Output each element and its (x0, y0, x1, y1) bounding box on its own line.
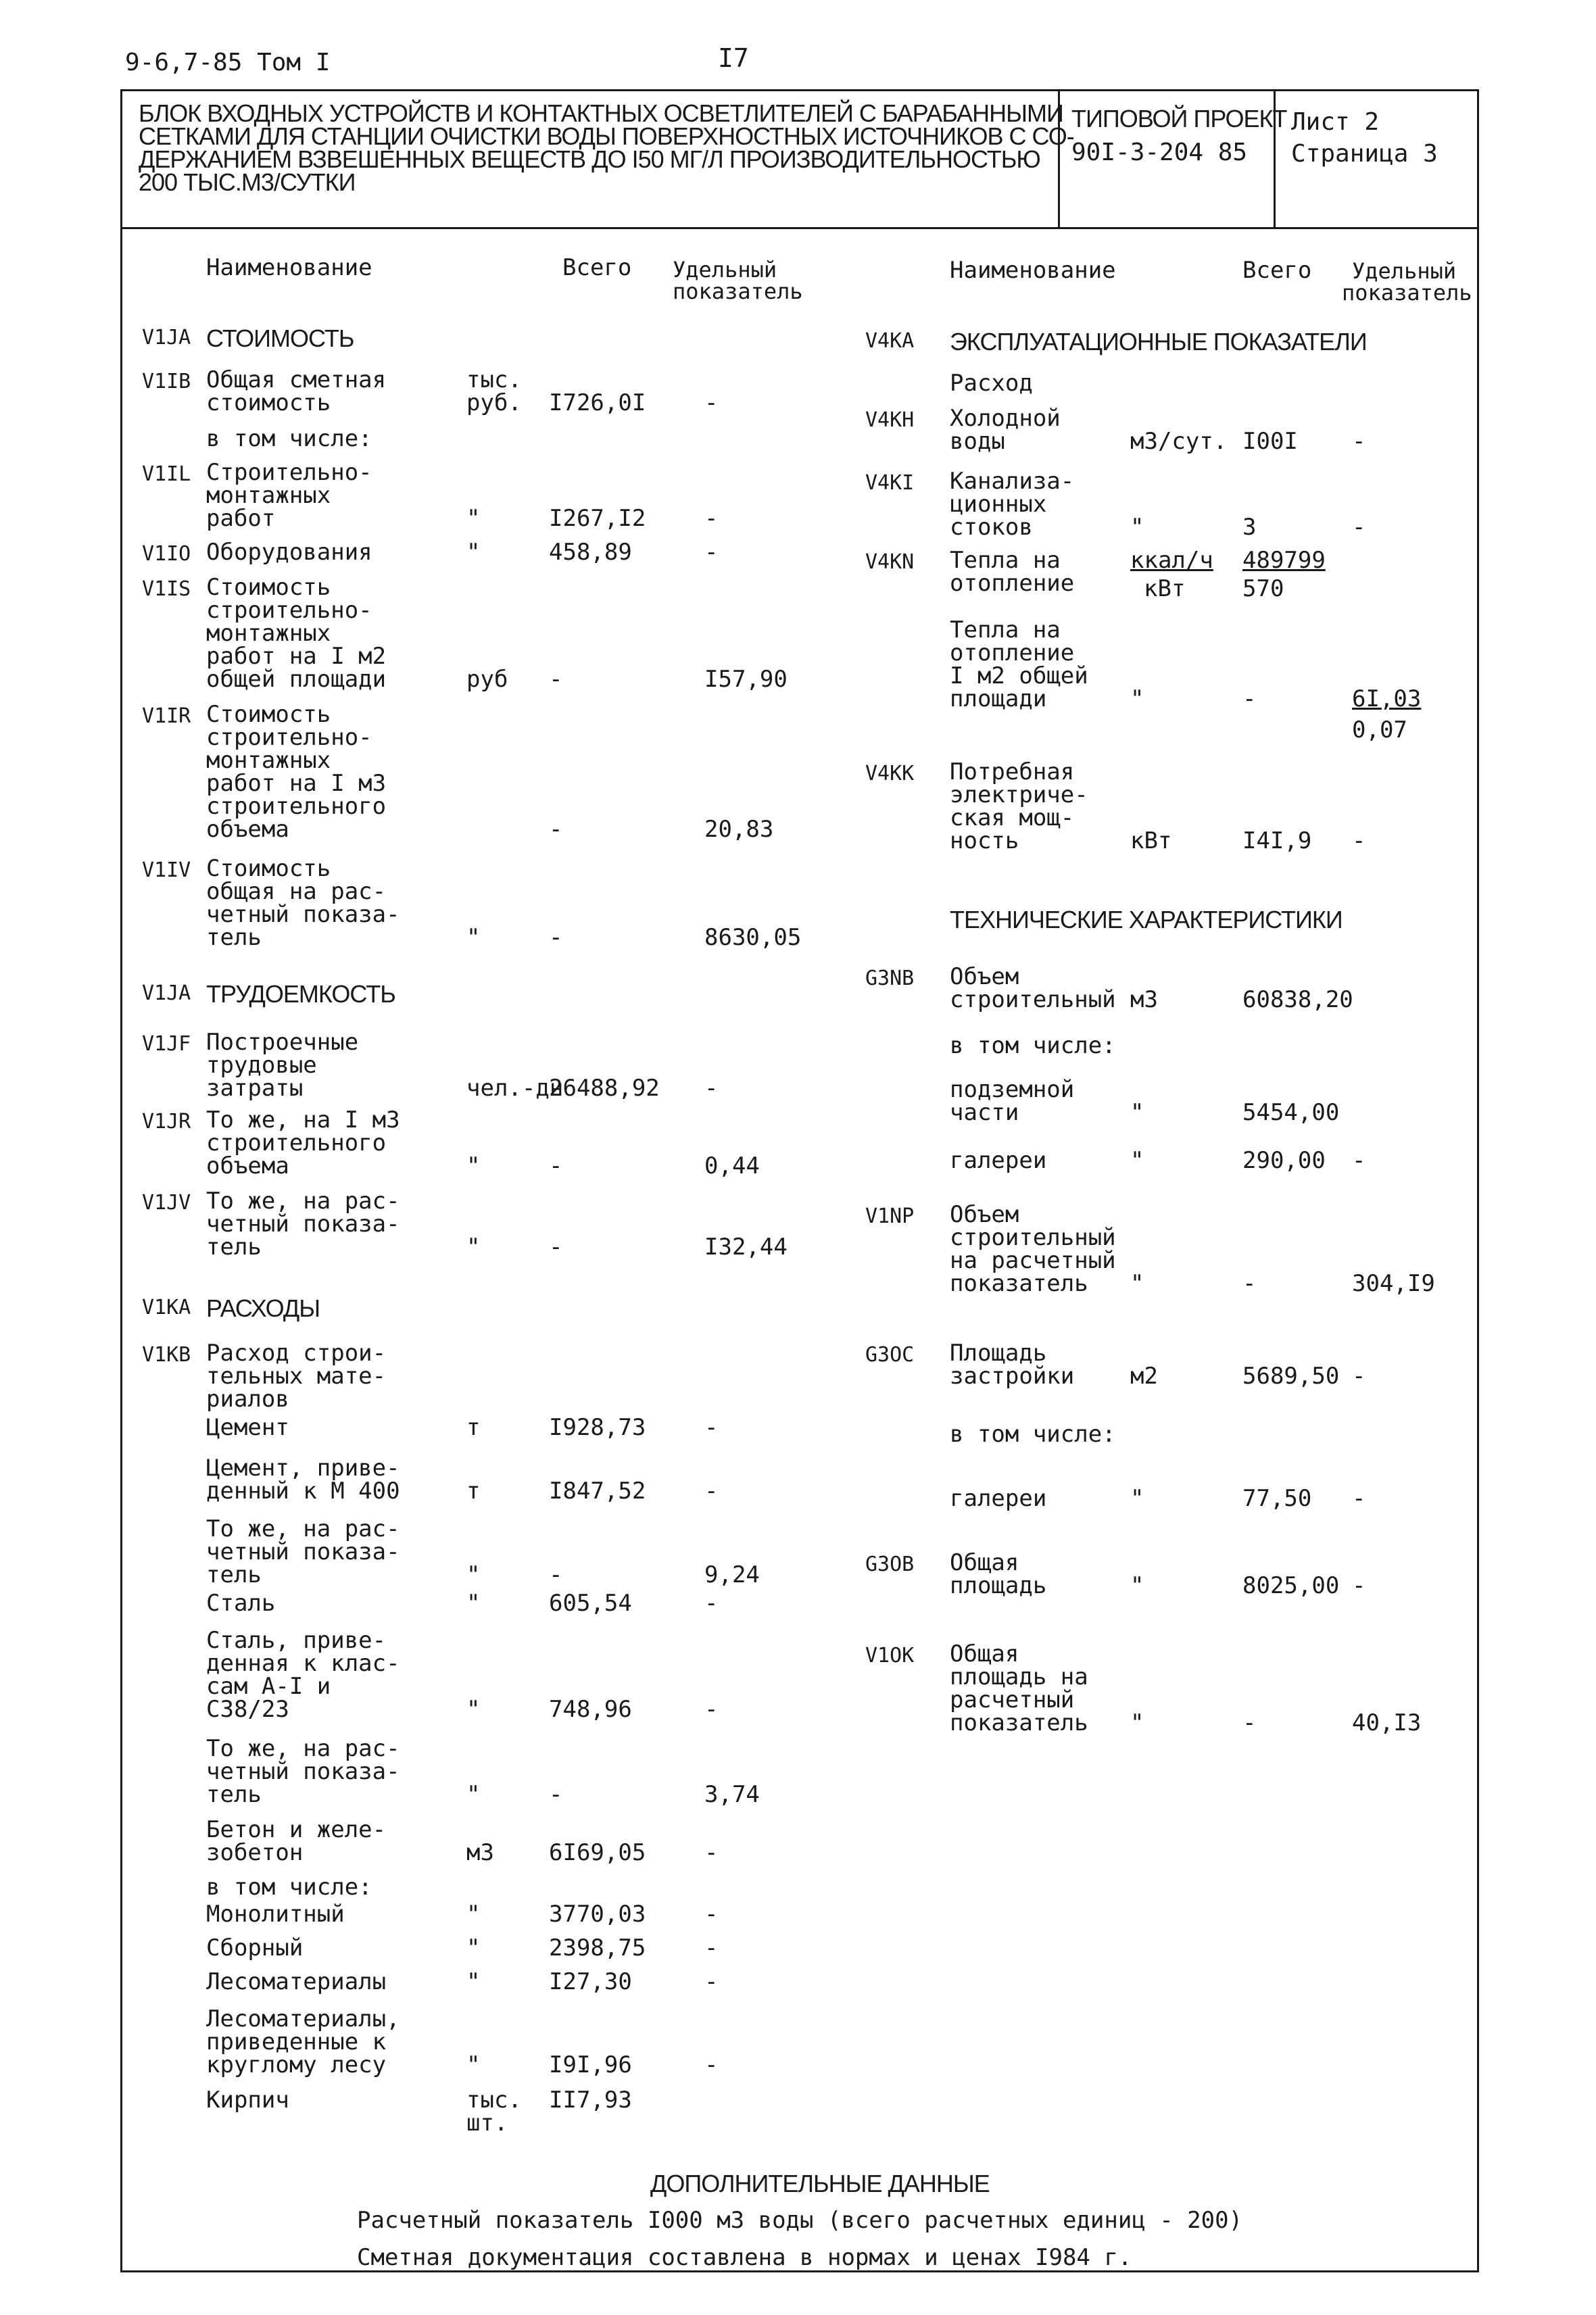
right-row-name: Расход (950, 370, 1033, 397)
left-row-name: Кирпич (206, 2087, 289, 2114)
left-row-name: тель (206, 1234, 262, 1261)
column-header-name: Наименование (950, 257, 1116, 284)
right-row-unit: м3/сут. (1130, 428, 1228, 455)
left-row-name: четный показа- (206, 1538, 400, 1565)
left-row-name: общей площади (206, 666, 387, 693)
left-row-name: Стоимость (206, 574, 331, 601)
left-row-name: С38/23 (206, 1696, 289, 1723)
right-row-unit: " (1130, 1485, 1144, 1512)
left-row-name: Лесоматериалы, (206, 2005, 400, 2032)
column-header-specific: показатель (673, 278, 803, 304)
left-row-code: V1KA (142, 1296, 191, 1319)
left-row-name: То же, на рас- (206, 1188, 400, 1215)
right-row-total: 489799 (1242, 547, 1326, 574)
right-row-code: V4KN (865, 550, 915, 574)
left-row-code: V1KB (142, 1343, 191, 1367)
left-row-name: То же, на рас- (206, 1515, 400, 1542)
right-row-name: Общая (950, 1640, 1019, 1667)
left-row-spec: - (704, 1901, 719, 1928)
left-row-total: 2398,75 (549, 1934, 646, 1961)
left-row-unit: " (466, 505, 481, 532)
left-row-name: Расход строи- (206, 1340, 387, 1367)
right-row-unit: " (1130, 685, 1144, 712)
left-row-name: Строительно- (206, 459, 372, 486)
left-row-code: V1IL (142, 462, 191, 486)
footer-line: Сметная документация составлена в нормах и ценах I984 г. (357, 2244, 1132, 2271)
project-label: ТИПОВОЙ ПРОЕКТ (1071, 105, 1287, 132)
column-header-specific: показатель (1342, 280, 1472, 306)
left-row-code: V1JA (142, 326, 191, 349)
right-row-name: в том числе: (950, 1421, 1116, 1448)
right-row-spec: 0,07 (1352, 716, 1407, 744)
left-row-unit: чел.-дн (466, 1075, 564, 1102)
right-row-name: отопление (950, 570, 1075, 597)
left-row-name: денный к М 400 (206, 1478, 400, 1505)
right-row-spec: 40,I3 (1352, 1709, 1422, 1736)
right-row-spec: - (1352, 827, 1366, 854)
right-row-unit: " (1130, 1147, 1144, 1174)
left-row-name: круглому лесу (206, 2051, 387, 2078)
right-row-name: Общая (950, 1549, 1019, 1576)
right-row-name: в том числе: (950, 1032, 1116, 1059)
left-row-name: Сталь, приве- (206, 1627, 387, 1654)
right-row-total: - (1242, 1270, 1257, 1297)
left-row-spec: 8630,05 (704, 924, 802, 951)
title-block-divider (120, 227, 1479, 229)
right-row-total: 5689,50 (1242, 1363, 1340, 1390)
right-row-code: V4KH (865, 408, 915, 432)
page-frame (120, 89, 1479, 2272)
left-row-total: - (549, 1234, 563, 1261)
right-row-total: 77,50 (1242, 1485, 1312, 1512)
right-row-unit: " (1130, 1572, 1144, 1599)
right-row-name: Канализа- (950, 468, 1075, 495)
left-row-spec: - (704, 539, 719, 566)
left-row-name: монтажных (206, 620, 331, 647)
document-code: 9-6,7-85 Том I (125, 49, 331, 76)
project-number: 90I-3-204 85 (1071, 139, 1248, 166)
left-row-unit: " (466, 1934, 481, 1961)
left-row-name: Общая сметная (206, 366, 387, 393)
left-row-name: в том числе: (206, 425, 372, 452)
left-row-spec: - (704, 1934, 719, 1961)
right-row-name: показатель (950, 1709, 1088, 1736)
left-row-total: - (549, 1561, 563, 1588)
left-row-unit: " (466, 2051, 481, 2078)
right-row-code: G3OC (865, 1343, 915, 1367)
right-row-code: G3OB (865, 1553, 915, 1576)
left-row-name: Оборудования (206, 539, 372, 566)
right-row-name: ность (950, 827, 1019, 854)
left-row-name: Сталь (206, 1590, 276, 1617)
left-row-total: I27,30 (549, 1968, 632, 1995)
left-row-spec: 3,74 (704, 1781, 760, 1808)
right-row-name: Тепла на (950, 616, 1061, 643)
left-row-name: строительного (206, 793, 387, 820)
left-row-unit: " (466, 1901, 481, 1928)
left-row-spec: - (704, 1590, 719, 1617)
right-row-name: Площадь (950, 1340, 1047, 1367)
left-row-total: 26488,92 (549, 1075, 660, 1102)
left-row-name: тель (206, 1561, 262, 1588)
right-row-spec: - (1352, 514, 1366, 541)
left-row-spec: I32,44 (704, 1234, 788, 1261)
left-row-spec: 0,44 (704, 1152, 760, 1179)
right-row-code: G3NB (865, 967, 915, 990)
right-row-total: 60838,20 (1242, 986, 1353, 1013)
left-row-total: - (549, 1781, 563, 1808)
left-row-total: I267,I2 (549, 505, 646, 532)
left-row-name: монтажных (206, 482, 331, 509)
right-row-name: показатель (950, 1270, 1088, 1297)
right-row-name: площади (950, 685, 1047, 712)
left-row-name: Сборный (206, 1934, 304, 1961)
left-row-unit: " (466, 1234, 481, 1261)
left-row-code: V1JV (142, 1191, 191, 1215)
right-row-unit: м2 (1130, 1363, 1158, 1390)
left-row-spec: - (704, 1696, 719, 1723)
right-row-spec: - (1352, 428, 1366, 455)
left-row-name: работ на I м3 (206, 770, 387, 797)
column-header-total: Всего (1242, 257, 1312, 284)
left-row-name: тель (206, 1781, 262, 1808)
left-row-total: II7,93 (549, 2087, 632, 2114)
left-row-name: в том числе: (206, 1874, 372, 1901)
left-row-name: Цемент, приве- (206, 1455, 400, 1482)
left-row-total: 605,54 (549, 1590, 632, 1617)
left-row-name: четный показа- (206, 901, 400, 928)
left-row-spec: 9,24 (704, 1561, 760, 1588)
column-header-specific: Удельный (1352, 258, 1457, 284)
left-row-name: общая на рас- (206, 878, 387, 905)
right-row-total: - (1242, 685, 1257, 712)
right-row-name: ская мощ- (950, 804, 1075, 831)
left-row-name: Стоимость (206, 701, 331, 728)
left-row-name: объема (206, 816, 289, 843)
right-row-name: подземной (950, 1076, 1075, 1103)
left-row-name: тельных мате- (206, 1363, 387, 1390)
left-row-unit: м3 (466, 1839, 494, 1866)
left-row-total: 748,96 (549, 1696, 632, 1723)
right-row-code: V4KK (865, 762, 915, 785)
right-row-name: галереи (950, 1147, 1047, 1174)
left-row-total: - (549, 816, 563, 843)
left-row-code: V1IB (142, 370, 191, 393)
left-row-spec: - (704, 389, 719, 416)
column-header-name: Наименование (206, 254, 372, 281)
left-row-name: Бетон и желе- (206, 1816, 387, 1843)
right-row-name: застройки (950, 1363, 1075, 1390)
left-row-unit: т (466, 1414, 481, 1441)
left-row-total: - (549, 1152, 563, 1179)
right-row-name: электриче- (950, 781, 1088, 808)
left-row-unit: " (466, 924, 481, 951)
title-line: 200 ТЫС.М3/СУТКИ (139, 168, 356, 196)
left-row-name: работ на I м2 (206, 643, 387, 670)
page-number: I7 (718, 43, 749, 73)
left-row-name: трудовые (206, 1052, 317, 1079)
right-row-name: воды (950, 428, 1005, 455)
left-row-code: V1IR (142, 704, 191, 728)
left-row-spec: - (704, 2051, 719, 2078)
right-row-name: отопление (950, 639, 1075, 666)
left-row-name: зобетон (206, 1839, 304, 1866)
right-row-name: Потребная (950, 758, 1075, 785)
right-row-name: I м2 общей (950, 662, 1088, 689)
left-row-name: приведенные к (206, 2028, 387, 2055)
left-row-total: I928,73 (549, 1414, 646, 1441)
right-row-unit: кВт (1144, 575, 1186, 602)
left-row-name: РАСХОДЫ (206, 1294, 320, 1322)
title-line: ДЕРЖАНИЕМ ВЗВЕШЕННЫХ ВЕЩЕСТВ ДО I50 МГ/Л ПРОИЗВОДИТЕЛЬНОСТЬЮ (139, 145, 1040, 173)
additional-data-heading: ДОПОЛНИТЕЛЬНЫЕ ДАННЫЕ (650, 2170, 990, 2197)
right-row-name: на расчетный (950, 1247, 1116, 1274)
left-row-name: Монолитный (206, 1901, 345, 1928)
right-row-spec: 6I,03 (1352, 685, 1422, 712)
right-row-name: строительный (950, 1224, 1116, 1251)
right-row-spec: - (1352, 1363, 1366, 1390)
right-row-spec: - (1352, 1485, 1366, 1512)
left-row-unit: руб (466, 666, 508, 693)
left-row-unit: " (466, 1561, 481, 1588)
right-row-total: 290,00 (1242, 1147, 1326, 1174)
left-row-name: денная к клас- (206, 1650, 400, 1677)
left-row-unit: тыс. (466, 366, 522, 393)
left-row-unit: шт. (466, 2110, 508, 2137)
right-row-total: 3 (1242, 514, 1257, 541)
left-row-unit: " (466, 1152, 481, 1179)
right-row-unit: кВт (1130, 827, 1172, 854)
right-row-unit: " (1130, 1270, 1144, 1297)
right-row-name: ЭКСПЛУАТАЦИОННЫЕ ПОКАЗАТЕЛИ (950, 328, 1367, 356)
left-row-name: риалов (206, 1386, 289, 1413)
right-row-name: площадь (950, 1572, 1047, 1599)
left-row-unit: " (466, 539, 481, 566)
left-row-code: V1IO (142, 542, 191, 566)
footer-line: Расчетный показатель I000 м3 воды (всего расчетных единиц - 200) (357, 2207, 1243, 2234)
left-row-unit: " (466, 1590, 481, 1617)
right-row-code: V1OK (865, 1644, 915, 1667)
left-row-code: V1JF (142, 1032, 191, 1056)
right-row-name: части (950, 1099, 1019, 1126)
right-row-name: ТЕХНИЧЕСКИЕ ХАРАКТЕРИСТИКИ (950, 906, 1343, 933)
left-row-unit: " (466, 1968, 481, 1995)
left-row-spec: - (704, 505, 719, 532)
left-row-name: работ (206, 505, 276, 532)
right-row-name: Объем (950, 963, 1019, 990)
right-row-code: V1NP (865, 1204, 915, 1228)
right-row-code: V4KI (865, 471, 915, 495)
right-row-total: 570 (1242, 575, 1284, 602)
right-row-code: V4KA (865, 329, 915, 353)
left-row-name: Построечные (206, 1029, 359, 1056)
right-row-name: Объем (950, 1201, 1019, 1228)
right-row-name: Холодной (950, 405, 1061, 432)
right-row-total: - (1242, 1709, 1257, 1736)
left-row-unit: " (466, 1781, 481, 1808)
left-row-unit: т (466, 1478, 481, 1505)
right-row-unit: м3 (1130, 986, 1158, 1013)
left-row-name: Цемент (206, 1414, 289, 1441)
left-row-name: четный показа- (206, 1758, 400, 1785)
left-row-total: 6I69,05 (549, 1839, 646, 1866)
right-row-spec: 304,I9 (1352, 1270, 1435, 1297)
left-row-unit: " (466, 1696, 481, 1723)
left-row-total: 458,89 (549, 539, 632, 566)
left-row-spec: - (704, 1075, 719, 1102)
left-row-name: тель (206, 924, 262, 951)
left-row-name: Стоимость (206, 855, 331, 882)
left-row-name: строительно- (206, 724, 372, 751)
right-row-spec: - (1352, 1572, 1366, 1599)
left-row-name: строительного (206, 1129, 387, 1156)
sheet-label: Лист 2 (1291, 108, 1380, 136)
right-row-name: строительный (950, 986, 1116, 1013)
left-row-spec: - (704, 1478, 719, 1505)
left-row-code: V1IS (142, 577, 191, 601)
right-row-spec: - (1352, 1147, 1366, 1174)
left-row-code: V1JA (142, 981, 191, 1005)
left-row-code: V1JR (142, 1110, 191, 1134)
right-row-unit: " (1130, 1099, 1144, 1126)
left-row-total: I726,0I (549, 389, 646, 416)
left-row-name: затраты (206, 1075, 304, 1102)
title-line: СЕТКАМИ ДЛЯ СТАНЦИИ ОЧИСТКИ ВОДЫ ПОВЕРХНОСТНЫХ ИСТОЧНИКОВ С СО- (139, 122, 1074, 150)
left-row-spec: - (704, 1968, 719, 1995)
left-row-total: I847,52 (549, 1478, 646, 1505)
left-row-name: То же, на I м3 (206, 1106, 400, 1134)
title-line: БЛОК ВХОДНЫХ УСТРОЙСТВ И КОНТАКТНЫХ ОСВЕТЛИТЕЛЕЙ С БАРАБАННЫМИ (139, 99, 1063, 127)
left-row-name: сам А-I и (206, 1673, 331, 1700)
right-row-unit: " (1130, 514, 1144, 541)
left-row-code: V1IV (142, 858, 191, 882)
column-header-total: Всего (562, 254, 632, 281)
left-row-name: Лесоматериалы (206, 1968, 387, 1995)
left-row-name: СТОИМОСТЬ (206, 324, 354, 352)
right-row-total: I4I,9 (1242, 827, 1312, 854)
left-row-spec: 20,83 (704, 816, 774, 843)
right-row-name: ционных (950, 491, 1047, 518)
right-row-unit: " (1130, 1709, 1144, 1736)
left-row-total: I9I,96 (549, 2051, 632, 2078)
right-row-name: галереи (950, 1485, 1047, 1512)
right-row-name: стоков (950, 514, 1033, 541)
right-row-name: расчетный (950, 1686, 1075, 1713)
left-row-total: - (549, 924, 563, 951)
left-row-total: 3770,03 (549, 1901, 646, 1928)
left-row-name: ТРУДОЕМКОСТЬ (206, 980, 395, 1008)
column-header-specific: Удельный (673, 257, 777, 283)
left-row-spec: - (704, 1839, 719, 1866)
left-row-name: То же, на рас- (206, 1735, 400, 1762)
left-row-unit: руб. (466, 389, 522, 416)
right-row-name: Тепла на (950, 547, 1061, 574)
right-row-name: площадь на (950, 1663, 1088, 1690)
left-row-total: - (549, 666, 563, 693)
right-row-total: 8025,00 (1242, 1572, 1340, 1599)
right-row-total: I00I (1242, 428, 1298, 455)
left-row-unit: тыс. (466, 2087, 522, 2114)
left-row-name: объема (206, 1152, 289, 1179)
left-row-name: монтажных (206, 747, 331, 774)
left-row-name: стоимость (206, 389, 331, 416)
left-row-name: четный показа- (206, 1211, 400, 1238)
left-row-spec: - (704, 1414, 719, 1441)
right-row-total: 5454,00 (1242, 1099, 1340, 1126)
page-label: Страница 3 (1291, 140, 1438, 168)
left-row-name: строительно- (206, 597, 372, 624)
left-row-spec: I57,90 (704, 666, 788, 693)
right-row-unit: ккал/ч (1130, 547, 1213, 574)
